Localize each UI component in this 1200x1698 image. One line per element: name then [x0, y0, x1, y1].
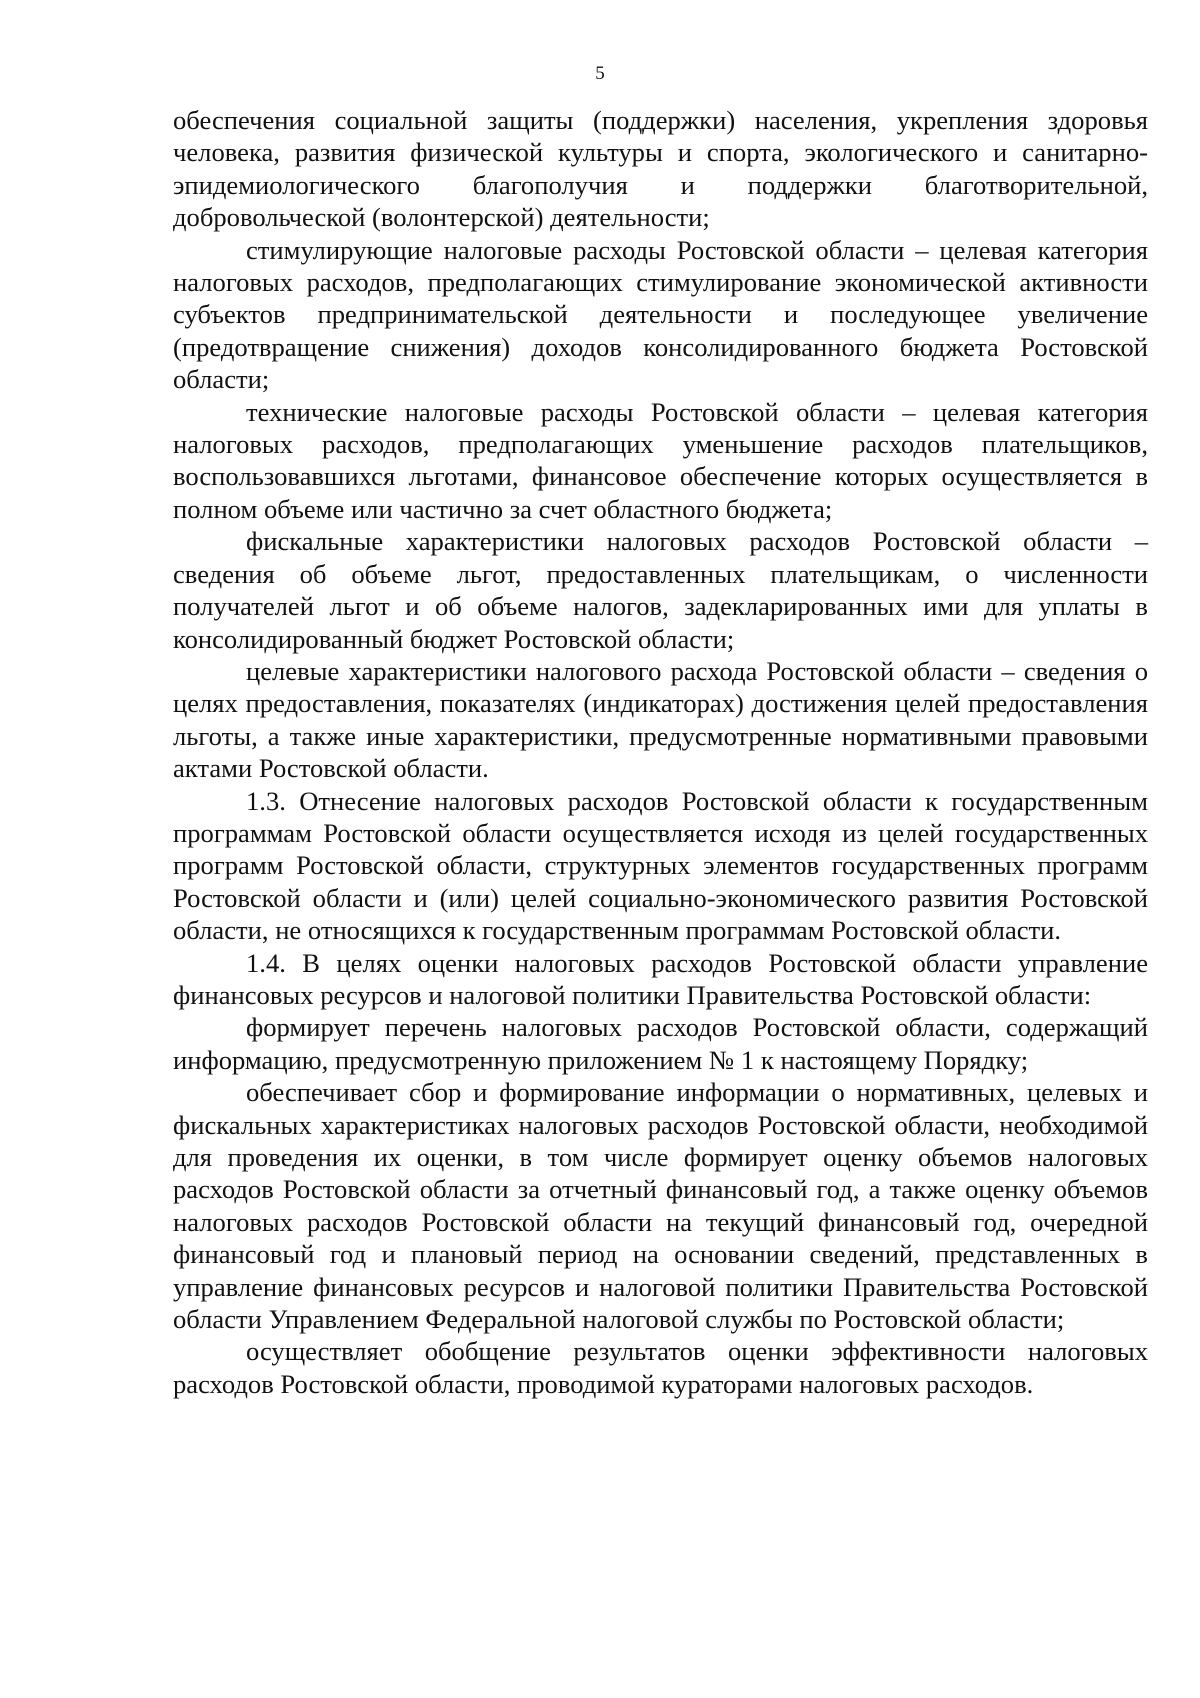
paragraph-technical-tax-expenditures: технические налоговые расходы Ростовской области – целевая категория налоговых расходов, предполагающих уменьшение расходов плательщиков, воспользовавшихся льготами, финансовое обеспечение которых осуществляется в полном объеме или частично за счет областного бюджета; [173, 396, 1148, 524]
paragraph-summarizes-results: осуществляет обобщение результатов оценки эффективности налоговых расходов Ростовской области, проводимой кураторами налоговых расходов. [173, 1336, 1148, 1399]
paragraph-section-1-4: 1.4. В целях оценки налоговых расходов Ростовской области управление финансовых ресурсов и налоговой политики Правительства Ростовской области: [173, 947, 1148, 1010]
paragraph-target-characteristics: целевые характеристики налогового расхода Ростовской области – сведения о целях предоставления, показателях (индикаторах) достижения целей предоставления льготы, а также иные характеристики, предусмотренные нормативными правовыми актами Ростовской области. [173, 655, 1148, 784]
paragraph-fiscal-characteristics: фискальные характеристики налоговых расходов Ростовской области – сведения об объеме льгот, предоставленных плательщикам, о численности получателей льгот и об объеме налогов, задекларированных ими для уплаты в консолидированный бюджет Ростовской области; [173, 526, 1148, 654]
document-body [173, 104, 1148, 1400]
page-number: 5 [595, 63, 605, 84]
paragraph-social-goals-continuation: обеспечения социальной защиты (поддержки) населения, укрепления здоровья человека, развития физической культуры и спорта, экологического и санитарно-эпидемиологического благополучия и поддержки благотворительной, добровольческой (волонтерской) деятельности; [173, 105, 1148, 233]
paragraph-forms-list: формирует перечень налоговых расходов Ростовской области, содержащий информацию, предусмотренную приложением № 1 к настоящему Порядку; [173, 1012, 1148, 1075]
paragraph-stimulating-tax-expenditures: стимулирующие налоговые расходы Ростовской области – целевая категория налоговых расходов, предполагающих стимулирование экономической активности субъектов предпринимательской деятельности и последующее увеличение (предотвращение снижения) доходов консолидированного бюджета Ростовской области; [173, 234, 1148, 395]
paragraph-collects-information: обеспечивает сбор и формирование информации о нормативных, целевых и фискальных характеристиках налоговых расходов Ростовской области, необходимой для проведения их оценки, в том числе формирует оценку объемов налоговых расходов Ростовской области за отчетный финансовый год, а также оценку объемов налоговых расходов Ростовской области на текущий финансовый год, очередной финансовый год и плановый период на основании сведений, представленных в управление финансовых ресурсов и налоговой политики Правительства Ростовской области Управлением Федеральной налоговой службы по Ростовской области; [173, 1077, 1148, 1335]
paragraph-section-1-3: 1.3. Отнесение налоговых расходов Ростовской области к государственным программам Ростовской области осуществляется исходя из целей государственных программ Ростовской области, структурных элементов государственных программ Ростовской области и (или) целей социально-экономического развития Ростовской области, не относящихся к государственным программам Ростовской области. [173, 785, 1148, 946]
